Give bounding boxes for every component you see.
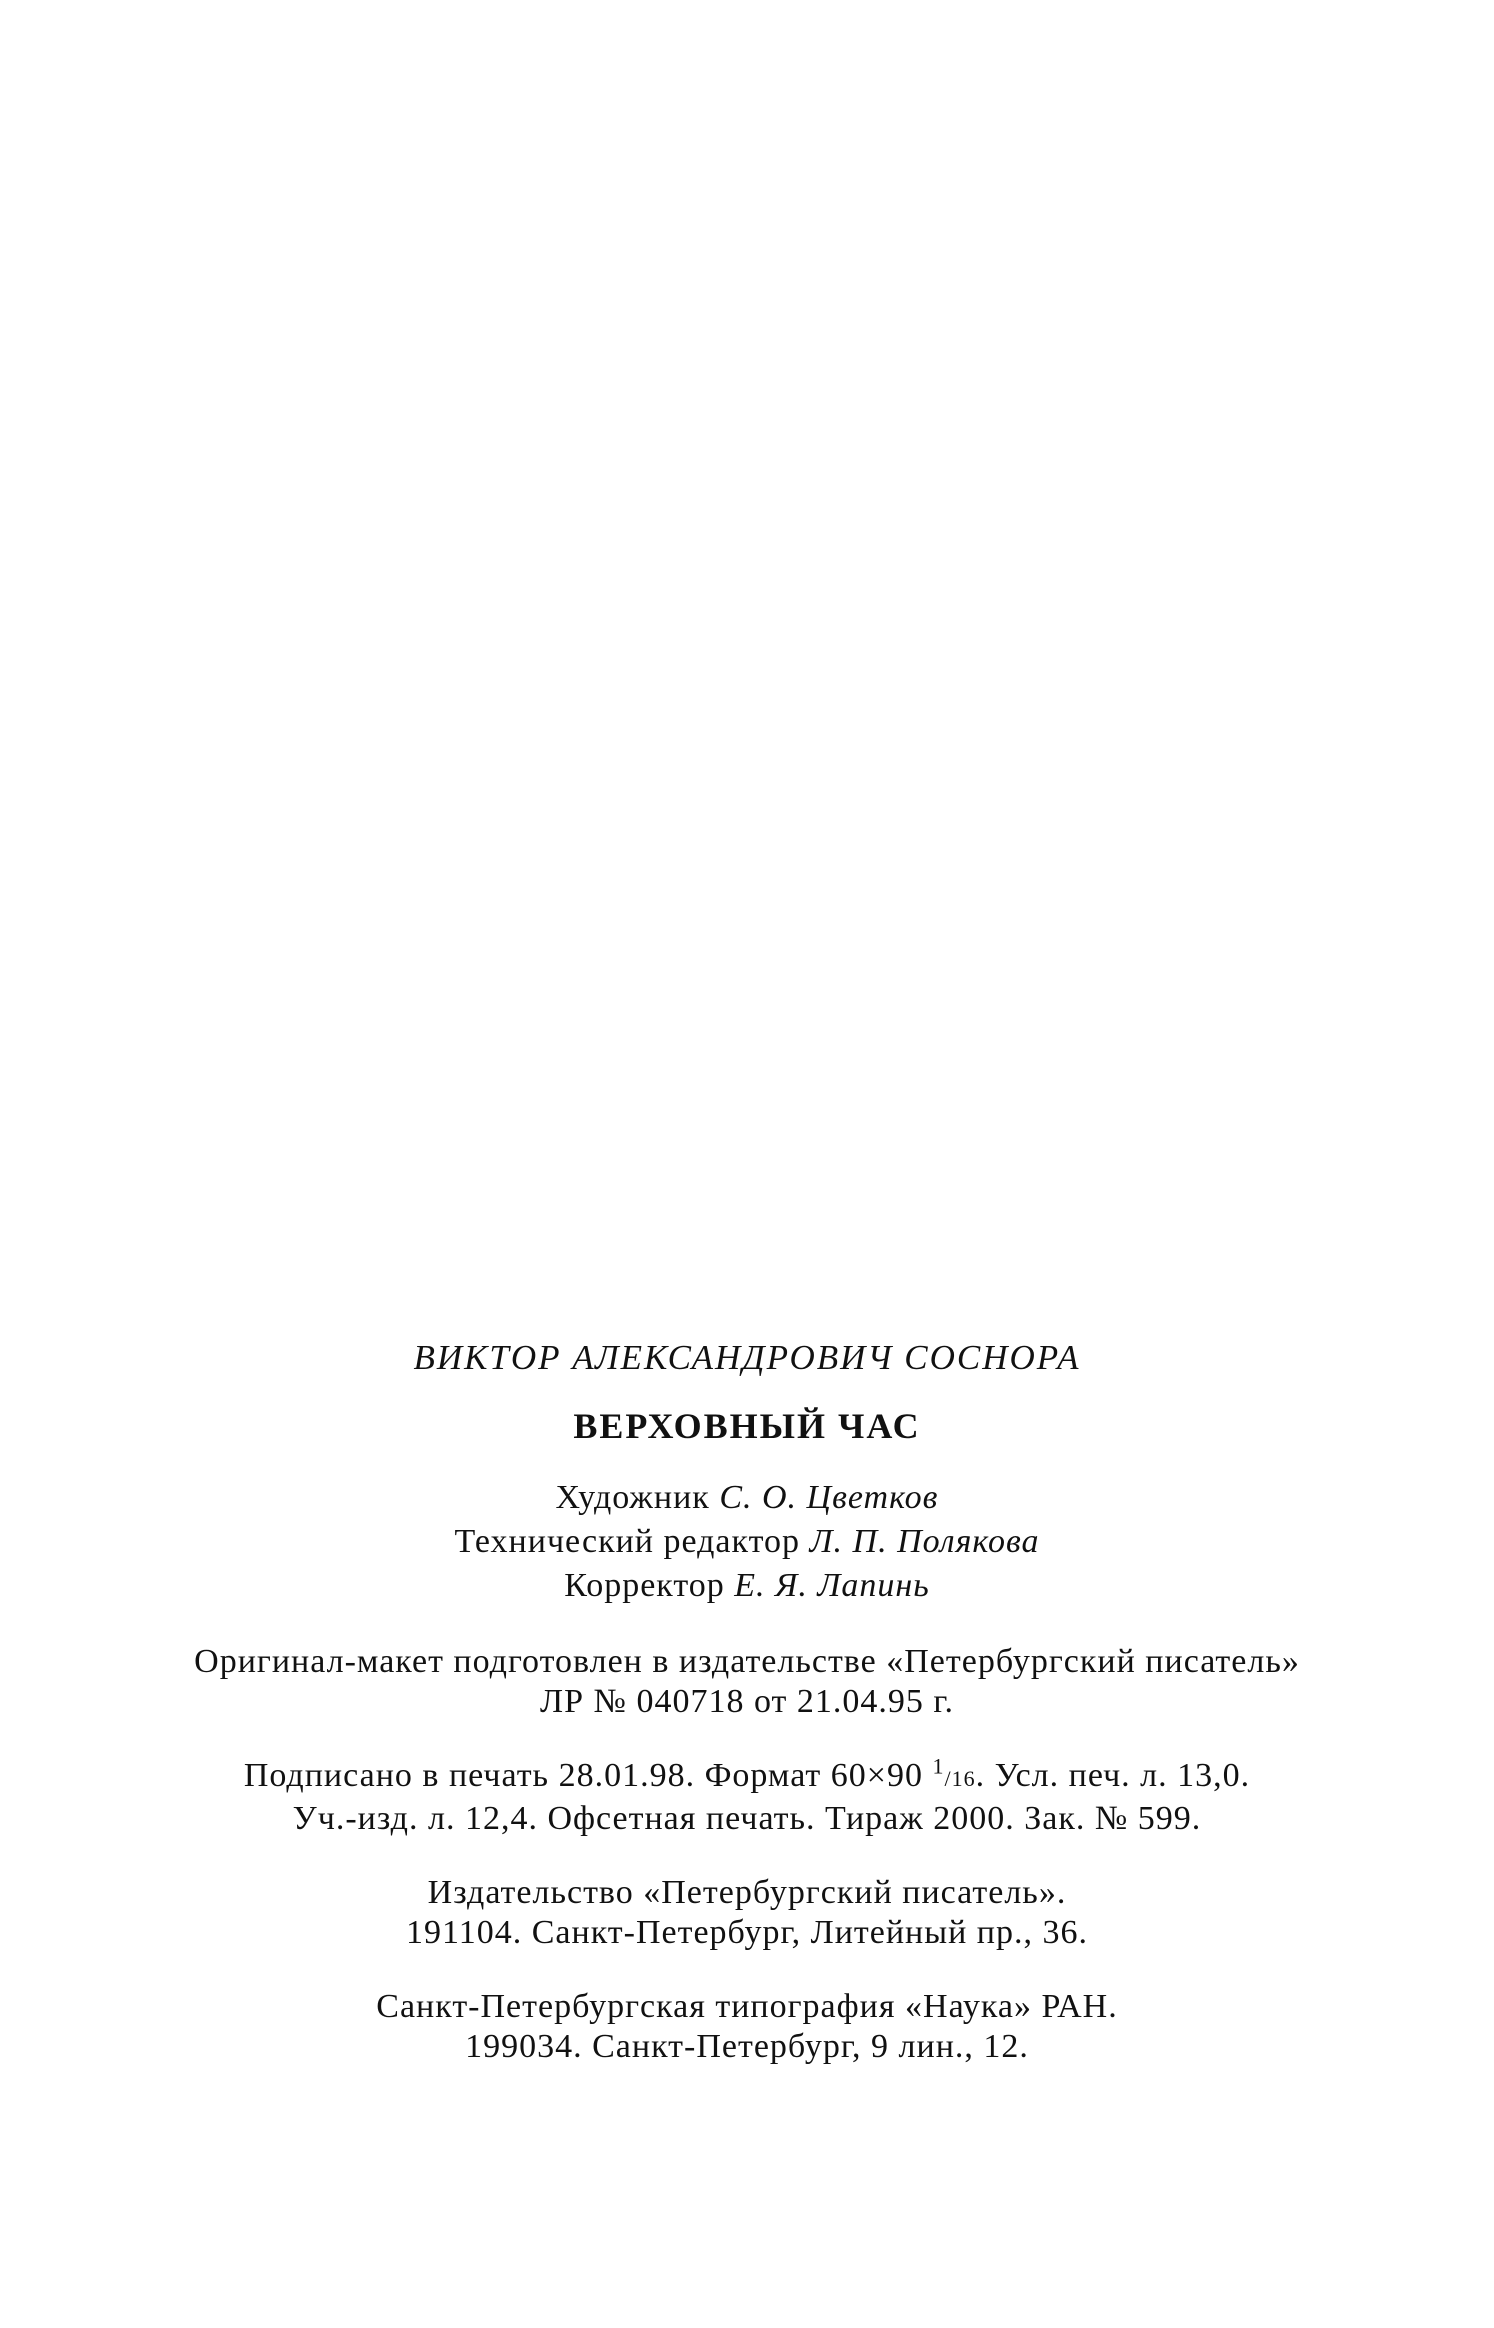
spacer [0,1953,1494,1987]
spacer [0,1839,1494,1873]
printer-name: Санкт-Петербургская типография «Наука» РАН. [376,1988,1118,2025]
print-details-prefix: Подписано в печать 28.01.98. Формат 60×90 [243,1757,923,1794]
license-number: ЛР № 040718 от 21.04.95 г. [540,1683,954,1720]
publisher-name: Издательство «Петербургский писатель». [427,1874,1067,1911]
credit-person: С. О. Цветков [719,1479,939,1516]
print-details-line-2: Уч.-изд. л. 12,4. Офсетная печать. Тираж 2000. Зак. № 599. [292,1800,1202,1837]
colophon-block [0,1338,1494,2067]
printer-address: 199034. Санкт-Петербург, 9 лин., 12. [465,2028,1029,2065]
credit-role: Корректор [564,1567,725,1604]
book-title: ВЕРХОВНЫЙ ЧАС [573,1406,921,1446]
credit-proofreader [0,1564,1494,1608]
credit-person: Л. П. Полякова [809,1523,1040,1560]
credit-role: Технический редактор [454,1523,800,1560]
author-name: ВИКТОР АЛЕКСАНДРОВИЧ СОСНОРА [413,1338,1081,1377]
credit-artist [0,1476,1494,1520]
print-details-line-1 [0,1753,1494,1799]
spacer [0,1608,1494,1642]
credit-technical-editor [0,1520,1494,1564]
publisher-address: 191104. Санкт-Петербург, Литейный пр., 36. [406,1914,1088,1951]
layout-note: Оригинал-макет подготовлен в издательстве «Петербургский писатель» [194,1643,1300,1680]
print-details-suffix: . Усл. печ. л. 13,0. [975,1757,1251,1794]
credit-person: Е. Я. Лапинь [734,1567,930,1604]
format-fraction-denominator: /16 [944,1766,976,1791]
format-fraction-numerator: 1 [932,1753,945,1779]
credit-role: Художник [555,1479,710,1516]
spacer [0,1722,1494,1756]
